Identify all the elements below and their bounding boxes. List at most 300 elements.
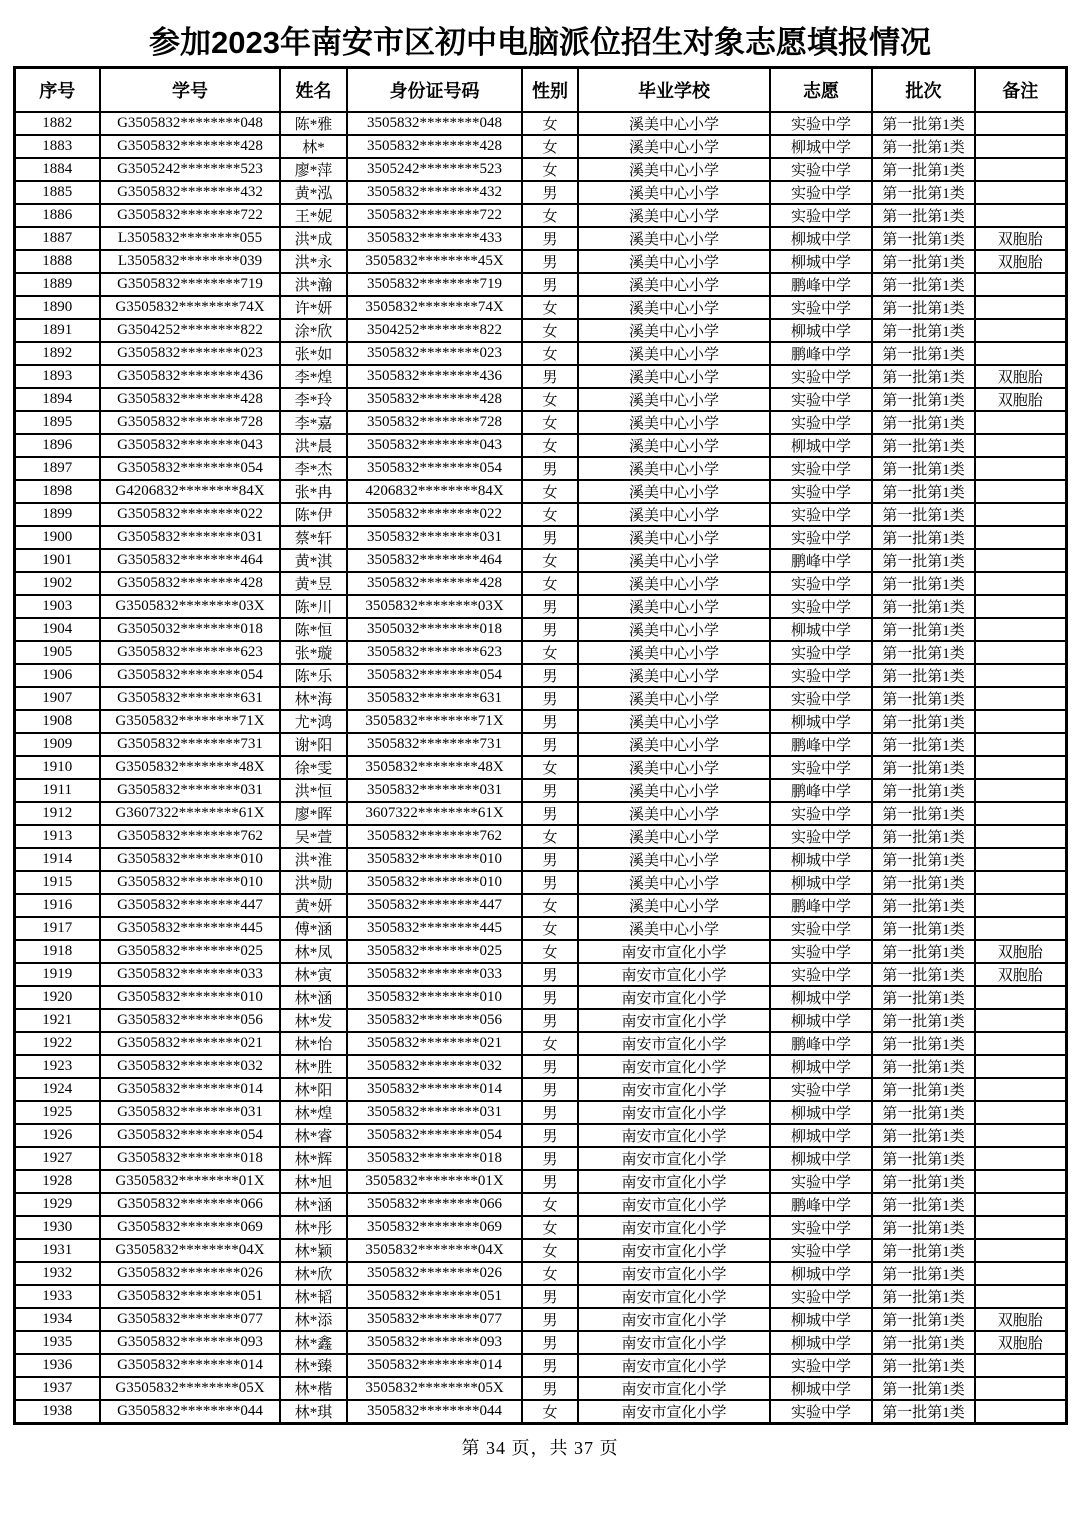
cell-choice: 柳城中学	[770, 710, 872, 733]
cell-batch: 第一批第1类	[872, 457, 975, 480]
cell-gender: 女	[522, 342, 578, 365]
cell-remark	[975, 1170, 1066, 1193]
cell-seq: 1903	[14, 595, 100, 618]
table-row	[14, 204, 1066, 227]
cell-remark	[975, 1400, 1066, 1424]
cell-name: 洪*成	[280, 227, 347, 250]
cell-seq: 1883	[14, 135, 100, 158]
cell-seq: 1918	[14, 940, 100, 963]
cell-choice: 实验中学	[770, 825, 872, 848]
cell-seq: 1920	[14, 986, 100, 1009]
table-row	[14, 526, 1066, 549]
cell-choice: 柳城中学	[770, 1377, 872, 1400]
cell-batch: 第一批第1类	[872, 1331, 975, 1354]
column-header-gender: 性别	[522, 68, 578, 113]
cell-batch: 第一批第1类	[872, 1308, 975, 1331]
cell-school: 南安市宣化小学	[578, 1308, 770, 1331]
cell-remark	[975, 457, 1066, 480]
cell-gender: 男	[522, 1124, 578, 1147]
cell-school: 南安市宣化小学	[578, 986, 770, 1009]
cell-remark	[975, 572, 1066, 595]
cell-idnum: 3505832********631	[347, 687, 522, 710]
cell-name: 林*煌	[280, 1101, 347, 1124]
cell-gender: 女	[522, 319, 578, 342]
cell-school: 溪美中心小学	[578, 388, 770, 411]
cell-remark	[975, 779, 1066, 802]
cell-gender: 男	[522, 963, 578, 986]
cell-gender: 女	[522, 296, 578, 319]
cell-choice: 鹏峰中学	[770, 1193, 872, 1216]
cell-name: 傅*涵	[280, 917, 347, 940]
cell-idnum: 3505832********018	[347, 1147, 522, 1170]
cell-idnum: 3505832********71X	[347, 710, 522, 733]
cell-choice: 柳城中学	[770, 1308, 872, 1331]
cell-seq: 1923	[14, 1055, 100, 1078]
cell-batch: 第一批第1类	[872, 802, 975, 825]
table-row	[14, 227, 1066, 250]
cell-idnum: 3505832********48X	[347, 756, 522, 779]
cell-batch: 第一批第1类	[872, 779, 975, 802]
cell-idnum: 3505832********445	[347, 917, 522, 940]
cell-seq: 1904	[14, 618, 100, 641]
cell-batch: 第一批第1类	[872, 135, 975, 158]
cell-stuid: G3505832********04X	[100, 1239, 280, 1262]
cell-stuid: L3505832********039	[100, 250, 280, 273]
cell-stuid: G3505832********428	[100, 135, 280, 158]
cell-seq: 1908	[14, 710, 100, 733]
cell-stuid: G3505832********069	[100, 1216, 280, 1239]
cell-seq: 1905	[14, 641, 100, 664]
cell-school: 南安市宣化小学	[578, 1354, 770, 1377]
cell-stuid: G3505832********74X	[100, 296, 280, 319]
column-header-stuid: 学号	[100, 68, 280, 113]
cell-idnum: 3505832********066	[347, 1193, 522, 1216]
cell-name: 洪*淮	[280, 848, 347, 871]
table-row	[14, 802, 1066, 825]
cell-remark	[975, 112, 1066, 135]
cell-gender: 女	[522, 1239, 578, 1262]
cell-choice: 柳城中学	[770, 1101, 872, 1124]
cell-choice: 实验中学	[770, 1354, 872, 1377]
cell-batch: 第一批第1类	[872, 1262, 975, 1285]
cell-idnum: 3505832********054	[347, 1124, 522, 1147]
cell-school: 溪美中心小学	[578, 457, 770, 480]
cell-remark	[975, 1078, 1066, 1101]
table-row	[14, 687, 1066, 710]
cell-seq: 1900	[14, 526, 100, 549]
cell-remark	[975, 618, 1066, 641]
table-row	[14, 779, 1066, 802]
cell-school: 溪美中心小学	[578, 411, 770, 434]
cell-seq: 1896	[14, 434, 100, 457]
page-number-footer: 第 34 页，共 37 页	[461, 1438, 619, 1459]
cell-idnum: 3505032********018	[347, 618, 522, 641]
cell-stuid: G3505832********021	[100, 1032, 280, 1055]
cell-seq: 1899	[14, 503, 100, 526]
cell-gender: 女	[522, 1262, 578, 1285]
cell-remark	[975, 319, 1066, 342]
cell-gender: 女	[522, 1032, 578, 1055]
cell-idnum: 3505832********428	[347, 135, 522, 158]
cell-seq: 1938	[14, 1400, 100, 1424]
cell-name: 李*嘉	[280, 411, 347, 434]
cell-seq: 1928	[14, 1170, 100, 1193]
cell-batch: 第一批第1类	[872, 1285, 975, 1308]
cell-batch: 第一批第1类	[872, 1216, 975, 1239]
cell-idnum: 3505832********722	[347, 204, 522, 227]
cell-choice: 实验中学	[770, 595, 872, 618]
cell-name: 林*臻	[280, 1354, 347, 1377]
cell-remark	[975, 1032, 1066, 1055]
cell-school: 南安市宣化小学	[578, 1377, 770, 1400]
cell-idnum: 3505832********069	[347, 1216, 522, 1239]
cell-choice: 实验中学	[770, 411, 872, 434]
cell-name: 徐*雯	[280, 756, 347, 779]
cell-idnum: 3505832********033	[347, 963, 522, 986]
cell-remark	[975, 411, 1066, 434]
cell-idnum: 3505832********031	[347, 526, 522, 549]
cell-remark	[975, 342, 1066, 365]
cell-batch: 第一批第1类	[872, 319, 975, 342]
cell-choice: 实验中学	[770, 1285, 872, 1308]
cell-remark	[975, 296, 1066, 319]
cell-idnum: 3505832********447	[347, 894, 522, 917]
cell-remark	[975, 158, 1066, 181]
cell-seq: 1931	[14, 1239, 100, 1262]
cell-batch: 第一批第1类	[872, 411, 975, 434]
cell-name: 林*欣	[280, 1262, 347, 1285]
cell-seq: 1929	[14, 1193, 100, 1216]
cell-gender: 女	[522, 549, 578, 572]
cell-choice: 实验中学	[770, 158, 872, 181]
cell-name: 黄*昱	[280, 572, 347, 595]
cell-remark: 双胞胎	[975, 388, 1066, 411]
cell-remark	[975, 917, 1066, 940]
table-row	[14, 572, 1066, 595]
cell-seq: 1933	[14, 1285, 100, 1308]
cell-seq: 1917	[14, 917, 100, 940]
cell-school: 南安市宣化小学	[578, 1009, 770, 1032]
cell-school: 溪美中心小学	[578, 848, 770, 871]
cell-gender: 男	[522, 1308, 578, 1331]
cell-school: 南安市宣化小学	[578, 1147, 770, 1170]
cell-gender: 男	[522, 1331, 578, 1354]
cell-seq: 1893	[14, 365, 100, 388]
table-row	[14, 1147, 1066, 1170]
cell-stuid: G3505832********033	[100, 963, 280, 986]
cell-idnum: 3505832********428	[347, 572, 522, 595]
cell-stuid: G3505832********03X	[100, 595, 280, 618]
cell-batch: 第一批第1类	[872, 1124, 975, 1147]
cell-stuid: G3505832********731	[100, 733, 280, 756]
cell-name: 林*发	[280, 1009, 347, 1032]
cell-remark	[975, 549, 1066, 572]
cell-seq: 1935	[14, 1331, 100, 1354]
cell-batch: 第一批第1类	[872, 940, 975, 963]
cell-remark: 双胞胎	[975, 963, 1066, 986]
cell-choice: 实验中学	[770, 388, 872, 411]
cell-choice: 实验中学	[770, 1078, 872, 1101]
cell-school: 南安市宣化小学	[578, 1193, 770, 1216]
table-row	[14, 710, 1066, 733]
cell-gender: 女	[522, 940, 578, 963]
cell-name: 林*胜	[280, 1055, 347, 1078]
cell-name: 黄*泓	[280, 181, 347, 204]
cell-stuid: G3505832********48X	[100, 756, 280, 779]
cell-batch: 第一批第1类	[872, 1101, 975, 1124]
cell-idnum: 3505832********025	[347, 940, 522, 963]
cell-batch: 第一批第1类	[872, 618, 975, 641]
cell-choice: 实验中学	[770, 1239, 872, 1262]
cell-gender: 男	[522, 1147, 578, 1170]
cell-remark: 双胞胎	[975, 940, 1066, 963]
cell-gender: 女	[522, 158, 578, 181]
cell-name: 林*添	[280, 1308, 347, 1331]
cell-gender: 女	[522, 204, 578, 227]
cell-gender: 男	[522, 664, 578, 687]
cell-gender: 女	[522, 756, 578, 779]
cell-choice: 柳城中学	[770, 1331, 872, 1354]
column-header-school: 毕业学校	[578, 68, 770, 113]
cell-batch: 第一批第1类	[872, 756, 975, 779]
cell-school: 溪美中心小学	[578, 871, 770, 894]
cell-school: 溪美中心小学	[578, 112, 770, 135]
column-header-idnum: 身份证号码	[347, 68, 522, 113]
cell-remark	[975, 1216, 1066, 1239]
cell-name: 林*涵	[280, 1193, 347, 1216]
cell-batch: 第一批第1类	[872, 595, 975, 618]
cell-batch: 第一批第1类	[872, 710, 975, 733]
cell-idnum: 3505832********436	[347, 365, 522, 388]
cell-gender: 女	[522, 503, 578, 526]
table-row	[14, 848, 1066, 871]
cell-idnum: 3505832********432	[347, 181, 522, 204]
cell-batch: 第一批第1类	[872, 296, 975, 319]
cell-gender: 男	[522, 1354, 578, 1377]
cell-stuid: G3505832********031	[100, 1101, 280, 1124]
cell-batch: 第一批第1类	[872, 871, 975, 894]
cell-school: 南安市宣化小学	[578, 1124, 770, 1147]
cell-idnum: 3505832********03X	[347, 595, 522, 618]
cell-idnum: 3505832********023	[347, 342, 522, 365]
cell-stuid: G3505832********623	[100, 641, 280, 664]
cell-gender: 女	[522, 894, 578, 917]
cell-school: 溪美中心小学	[578, 158, 770, 181]
cell-batch: 第一批第1类	[872, 204, 975, 227]
cell-idnum: 3505832********719	[347, 273, 522, 296]
cell-stuid: G3505832********762	[100, 825, 280, 848]
cell-school: 南安市宣化小学	[578, 1331, 770, 1354]
cell-seq: 1895	[14, 411, 100, 434]
cell-batch: 第一批第1类	[872, 1009, 975, 1032]
cell-remark	[975, 1009, 1066, 1032]
cell-seq: 1882	[14, 112, 100, 135]
cell-choice: 柳城中学	[770, 1055, 872, 1078]
cell-stuid: G3505832********025	[100, 940, 280, 963]
cell-gender: 女	[522, 112, 578, 135]
cell-idnum: 3505832********054	[347, 664, 522, 687]
cell-name: 林*旭	[280, 1170, 347, 1193]
cell-choice: 实验中学	[770, 917, 872, 940]
cell-batch: 第一批第1类	[872, 112, 975, 135]
cell-gender: 女	[522, 641, 578, 664]
cell-name: 廖*萍	[280, 158, 347, 181]
cell-batch: 第一批第1类	[872, 641, 975, 664]
cell-name: 洪*勋	[280, 871, 347, 894]
table-row	[14, 1239, 1066, 1262]
cell-school: 溪美中心小学	[578, 549, 770, 572]
cell-stuid: G3505832********01X	[100, 1170, 280, 1193]
cell-seq: 1886	[14, 204, 100, 227]
table-row	[14, 871, 1066, 894]
cell-choice: 实验中学	[770, 503, 872, 526]
cell-remark	[975, 480, 1066, 503]
cell-name: 林*凤	[280, 940, 347, 963]
cell-gender: 男	[522, 871, 578, 894]
cell-remark	[975, 641, 1066, 664]
cell-choice: 实验中学	[770, 365, 872, 388]
cell-idnum: 3505832********731	[347, 733, 522, 756]
cell-gender: 男	[522, 250, 578, 273]
cell-idnum: 3505832********093	[347, 1331, 522, 1354]
cell-remark	[975, 1354, 1066, 1377]
cell-idnum: 3505832********026	[347, 1262, 522, 1285]
cell-remark	[975, 1285, 1066, 1308]
cell-idnum: 3505832********021	[347, 1032, 522, 1055]
table-row	[14, 1377, 1066, 1400]
cell-idnum: 3505832********728	[347, 411, 522, 434]
cell-remark	[975, 1239, 1066, 1262]
cell-idnum: 3505832********010	[347, 871, 522, 894]
cell-remark	[975, 135, 1066, 158]
cell-batch: 第一批第1类	[872, 1170, 975, 1193]
table-row	[14, 296, 1066, 319]
table-row	[14, 503, 1066, 526]
cell-stuid: G3505832********428	[100, 572, 280, 595]
cell-batch: 第一批第1类	[872, 1377, 975, 1400]
table-row	[14, 135, 1066, 158]
table-row	[14, 664, 1066, 687]
cell-gender: 男	[522, 273, 578, 296]
table-row	[14, 940, 1066, 963]
cell-school: 南安市宣化小学	[578, 1216, 770, 1239]
cell-school: 南安市宣化小学	[578, 940, 770, 963]
cell-name: 林*彤	[280, 1216, 347, 1239]
table-row	[14, 365, 1066, 388]
table-row	[14, 388, 1066, 411]
cell-remark	[975, 204, 1066, 227]
cell-name: 陈*川	[280, 595, 347, 618]
cell-stuid: G3505832********044	[100, 1400, 280, 1424]
table-row	[14, 549, 1066, 572]
table-row	[14, 411, 1066, 434]
cell-batch: 第一批第1类	[872, 549, 975, 572]
cell-gender: 男	[522, 1078, 578, 1101]
cell-school: 溪美中心小学	[578, 296, 770, 319]
table-row	[14, 986, 1066, 1009]
cell-choice: 柳城中学	[770, 135, 872, 158]
cell-idnum: 3505832********022	[347, 503, 522, 526]
table-row	[14, 1354, 1066, 1377]
cell-remark	[975, 664, 1066, 687]
cell-batch: 第一批第1类	[872, 503, 975, 526]
table-row	[14, 1308, 1066, 1331]
cell-batch: 第一批第1类	[872, 434, 975, 457]
cell-seq: 1892	[14, 342, 100, 365]
cell-stuid: G3505832********054	[100, 1124, 280, 1147]
cell-batch: 第一批第1类	[872, 158, 975, 181]
cell-school: 溪美中心小学	[578, 342, 770, 365]
cell-name: 李*杰	[280, 457, 347, 480]
cell-school: 溪美中心小学	[578, 572, 770, 595]
cell-gender: 男	[522, 1170, 578, 1193]
cell-stuid: G3505242********523	[100, 158, 280, 181]
cell-choice: 鹏峰中学	[770, 894, 872, 917]
cell-seq: 1915	[14, 871, 100, 894]
cell-gender: 女	[522, 434, 578, 457]
table-row	[14, 618, 1066, 641]
cell-stuid: G3505832********048	[100, 112, 280, 135]
cell-batch: 第一批第1类	[872, 342, 975, 365]
cell-stuid: G3504252********822	[100, 319, 280, 342]
cell-batch: 第一批第1类	[872, 388, 975, 411]
cell-remark	[975, 1147, 1066, 1170]
table-row	[14, 1262, 1066, 1285]
table-row	[14, 273, 1066, 296]
cell-seq: 1884	[14, 158, 100, 181]
cell-remark	[975, 871, 1066, 894]
header-row	[14, 68, 1066, 113]
cell-idnum: 3505832********043	[347, 434, 522, 457]
table-row	[14, 434, 1066, 457]
cell-stuid: G3505832********026	[100, 1262, 280, 1285]
cell-school: 溪美中心小学	[578, 319, 770, 342]
cell-idnum: 3505832********01X	[347, 1170, 522, 1193]
cell-batch: 第一批第1类	[872, 1354, 975, 1377]
cell-seq: 1916	[14, 894, 100, 917]
cell-batch: 第一批第1类	[872, 848, 975, 871]
cell-stuid: G3505832********728	[100, 411, 280, 434]
cell-seq: 1889	[14, 273, 100, 296]
page-title: 参加2023年南安市区初中电脑派位招生对象志愿填报情况	[149, 25, 931, 60]
cell-remark	[975, 1193, 1066, 1216]
cell-stuid: G3505832********436	[100, 365, 280, 388]
cell-school: 南安市宣化小学	[578, 1032, 770, 1055]
cell-remark: 双胞胎	[975, 365, 1066, 388]
cell-stuid: G3505832********093	[100, 1331, 280, 1354]
table-row	[14, 756, 1066, 779]
cell-choice: 柳城中学	[770, 1262, 872, 1285]
cell-idnum: 3505832********762	[347, 825, 522, 848]
cell-batch: 第一批第1类	[872, 227, 975, 250]
cell-seq: 1887	[14, 227, 100, 250]
cell-stuid: G3505832********631	[100, 687, 280, 710]
cell-stuid: G3505832********447	[100, 894, 280, 917]
cell-name: 林*	[280, 135, 347, 158]
cell-name: 林*辉	[280, 1147, 347, 1170]
cell-stuid: G3505832********056	[100, 1009, 280, 1032]
cell-idnum: 3505832********04X	[347, 1239, 522, 1262]
cell-gender: 男	[522, 687, 578, 710]
cell-stuid: G3505832********010	[100, 848, 280, 871]
cell-gender: 男	[522, 457, 578, 480]
cell-school: 溪美中心小学	[578, 434, 770, 457]
cell-school: 溪美中心小学	[578, 687, 770, 710]
cell-name: 林*楷	[280, 1377, 347, 1400]
cell-seq: 1897	[14, 457, 100, 480]
cell-idnum: 3505832********010	[347, 848, 522, 871]
cell-batch: 第一批第1类	[872, 365, 975, 388]
